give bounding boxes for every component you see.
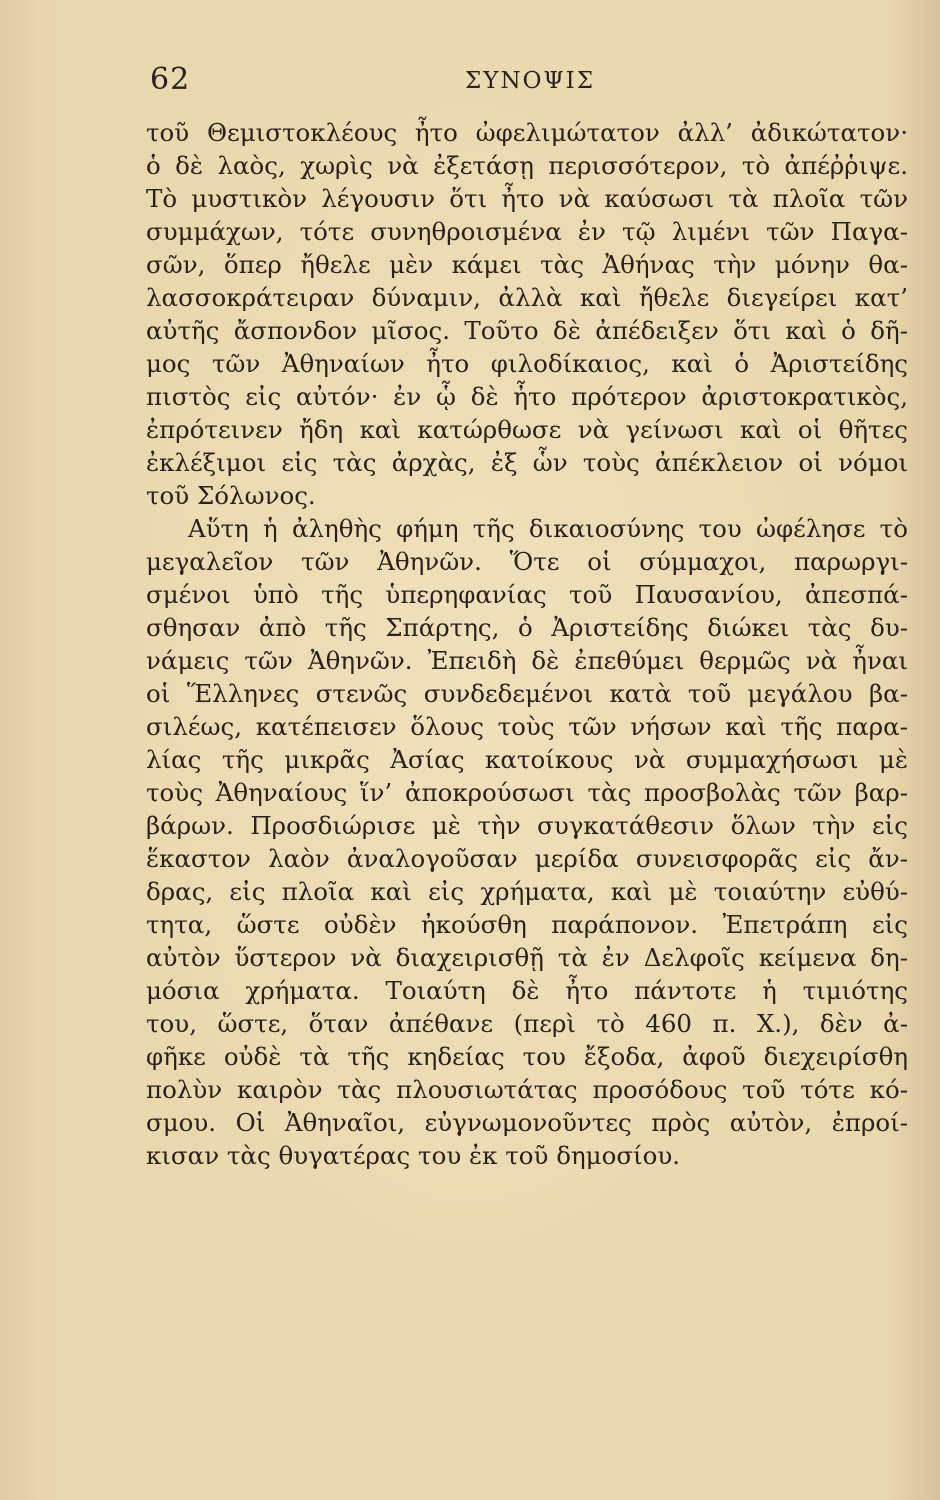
text-line: δρας, εἰς πλοῖα καὶ εἰς χρήματα, καὶ μὲ τοιαύτην εὐθύ- <box>146 877 908 906</box>
text-line: μος τῶν Ἀθηναίων ἦτο φιλοδίκαιος, καὶ ὁ Ἀριστείδης <box>146 349 908 378</box>
text-line: οἱ Ἕλληνες στενῶς συνδεδεμένοι κατὰ τοῦ μεγάλου βα- <box>146 679 908 708</box>
text-line: ἕκαστον λαὸν ἀναλογοῦσαν μερίδα συνεισφορᾶς εἰς ἄν- <box>146 844 908 873</box>
text-line: του, ὥστε, ὅταν ἀπέθανε (περὶ τὸ 460 π. Χ.), δὲν ἀ- <box>146 1009 908 1038</box>
text-line: μεγαλεῖον τῶν Ἀθηνῶν. Ὅτε οἱ σύμμαχοι, παρωργι- <box>146 547 908 576</box>
paragraph-end-line: τοῦ Σόλωνος. <box>146 481 316 510</box>
text-line: μόσια χρήματα. Τοιαύτη δὲ ἦτο πάντοτε ἡ τιμιότης <box>146 976 908 1005</box>
text-line: τητα, ὥστε οὐδὲν ἠκούσθη παράπονον. Ἐπετράπη εἰς <box>146 910 908 939</box>
text-line: πιστὸς εἰς αὐτόν· ἐν ᾧ δὲ ἦτο πρότερον ἀριστοκρατικὸς, <box>146 382 908 411</box>
text-line: αὐτῆς ἄσπονδον μῖσος. Τοῦτο δὲ ἀπέδειξεν ὅτι καὶ ὁ δῆ- <box>146 316 908 345</box>
paragraph-end-line: κισαν τὰς θυγατέρας του ἐκ τοῦ δημοσίου. <box>146 1141 681 1170</box>
text-line: σιλέως, κατέπεισεν ὅλους τοὺς τῶν νήσων καὶ τῆς παρα- <box>146 712 908 741</box>
page-number: 62 <box>150 62 191 97</box>
text-line: τοὺς Ἀθηναίους ἵν’ ἀποκρούσωσι τὰς προσβολὰς τῶν βαρ- <box>146 778 908 807</box>
text-line: ἐκλέξιμοι εἰς τὰς ἀρχὰς, ἐξ ὧν τοὺς ἀπέκλειον οἱ νόμοι <box>146 448 908 477</box>
text-line: λασσοκράτειραν δύναμιν, ἀλλὰ καὶ ἤθελε διεγείρει κατ’ <box>146 283 908 312</box>
text-line: σμου. Οἱ Ἀθηναῖοι, εὐγνωμονοῦντες πρὸς αὐτὸν, ἐπροί- <box>146 1108 908 1137</box>
text-line: ὁ δὲ λαὸς, χωρὶς νὰ ἐξετάσῃ περισσότερον, τὸ ἀπέῤῥιψε. <box>146 151 908 180</box>
text-line: αὐτὸν ὕστερον νὰ διαχειρισθῇ τὰ ἐν Δελφοῖς κείμενα δη- <box>146 943 908 972</box>
text-line: Τὸ μυστικὸν λέγουσιν ὅτι ἦτο νὰ καύσωσι τὰ πλοῖα τῶν <box>146 184 908 213</box>
paragraph-start-line: Αὕτη ἡ ἀληθὴς φήμη τῆς δικαιοσύνης του ὠφέλησε τὸ <box>188 514 908 543</box>
text-line: βάρων. Προσδιώρισε μὲ τὴν συγκατάθεσιν ὅλων τὴν εἰς <box>146 811 908 840</box>
text-line: συμμάχων, τότε συνηθροισμένα ἐν τῷ λιμένι τῶν Παγα- <box>146 217 908 246</box>
text-line: σθησαν ἀπὸ τῆς Σπάρτης, ὁ Ἀριστείδης διώκει τὰς δυ- <box>146 613 908 642</box>
text-line: λίας τῆς μικρᾶς Ἀσίας κατοίκους νὰ συμμαχήσωσι μὲ <box>146 745 908 774</box>
body-text <box>146 116 908 1172</box>
text-line: νάμεις τῶν Ἀθηνῶν. Ἐπειδὴ δὲ ἐπεθύμει θερμῶς νὰ ἦναι <box>146 646 908 675</box>
running-title: ΣΥΝΟΨΙΣ <box>465 68 595 94</box>
text-line: πολὺν καιρὸν τὰς πλουσιωτάτας προσόδους τοῦ τότε κό- <box>146 1075 908 1104</box>
text-line: σῶν, ὅπερ ἤθελε μὲν κάμει τὰς Ἀθήνας τὴν μόνην θα- <box>146 250 908 279</box>
text-line: τοῦ Θεμιστοκλέους ἦτο ὠφελιμώτατον ἀλλ’ ἀδικώτατον· <box>146 118 908 147</box>
page-header <box>150 62 910 102</box>
text-line: φῆκε οὐδὲ τὰ τῆς κηδείας του ἔξοδα, ἀφοῦ διεχειρίσθη <box>146 1042 908 1071</box>
text-line: σμένοι ὑπὸ τῆς ὑπερηφανίας τοῦ Παυσανίου, ἀπεσπά- <box>146 580 908 609</box>
text-line: ἐπρότεινεν ἤδη καὶ κατώρθωσε νὰ γείνωσι καὶ οἱ θῆτες <box>146 415 908 444</box>
